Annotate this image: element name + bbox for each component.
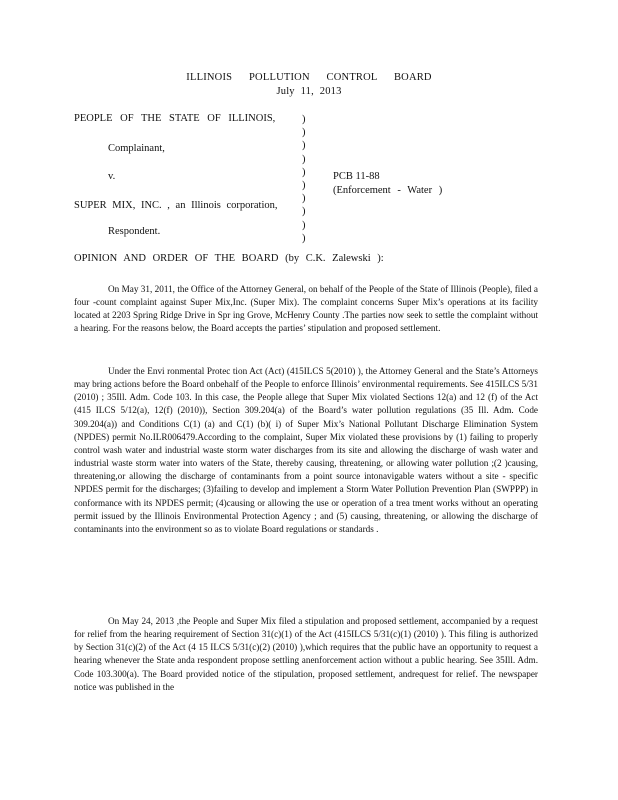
paragraph-2 [74, 365, 538, 536]
caption-paren: ) [302, 140, 306, 152]
opinion-heading: OPINION AND ORDER OF THE BOARD (by C.K. Zalewski ): [74, 253, 384, 264]
paragraph-text: On May 31, 2011, the Office of the Attorney General, on behalf of the People of the State of Illinois (People), filed a four -count complaint against Super Mix,Inc. (Super Mix). The complaint concerns Super Mix’s operations at its facility located at 2203 Spring Ridge Drive in Spr ing Grove, McHenry County .The parties now seek to settle the complaint without a hearing. For the reasons below, the Board accepts the parties’ stipulation and proposed settlement. [74, 284, 538, 334]
caption-paren: ) [302, 219, 306, 231]
defendant-name: SUPER MIX, INC. , an Illinois corporation, [74, 200, 278, 211]
plaintiff-role: Complainant, [108, 143, 165, 154]
versus-label: v. [108, 171, 116, 182]
board-title: ILLINOIS POLLUTION CONTROL BOARD [186, 72, 432, 83]
caption-bracket [302, 113, 306, 245]
plaintiff-name: PEOPLE OF THE STATE OF ILLINOIS, [74, 113, 276, 124]
paragraph-text: Under the Envi ronmental Protec tion Act (Act) (415ILCS 5(2010) ), the Attorney General and the State’s Attorneys may bring actions before the Board onbehalf of the People to enforce Illinois’ environmental requirements. See 415ILCS 5/31 (2010) ; 35Ill. Adm. Code 103. In this case, the People allege that Super Mix violated Sections 12(a) and 12 (f) of the Act (415 ILCS 5/12(a), 12(f) (2010)), Section 309.204(a) of the Board’s water pollution regulations (35 Ill. Adm. Code 309.204(a)) and Conditions C(1) (a) and C(1) (b)( i) of Super Mix’s National Pollutant Discharge Elimination System (NPDES) permit No.ILR006479.According to the complaint, Super Mix violated these provisions by (1) failing to properly control wash water and industrial waste storm water discharges from its site and allowing the discharge of wash water and industrial waste storm water into waters of the State, thereby causing, threatening, or allowing water pollution ;(2 )causing, threatening,or allowing the discharge of contaminants from a point source intonavigable waters without a site - specific NPDES permit for the discharges; (3)failing to develop and implement a Storm Water Pollution Prevention Plan (SWPPP) in conformance with its NPDES permit; (4)causing or allowing the use or operation of a trea tment works without an operating permit issued by the Illinois Environmental Protection Agency ; and (5) causing, threatening, or allowing the discharge of contaminants into the environment so as to violate Board regulations or standards . [74, 366, 538, 534]
caption-paren: ) [302, 180, 306, 192]
caption-paren: ) [302, 232, 306, 244]
caption-paren: ) [302, 127, 306, 139]
paragraph-1 [74, 283, 538, 336]
case-type: (Enforcement - Water ) [333, 185, 443, 196]
caption-paren: ) [302, 166, 306, 178]
defendant-role: Respondent. [108, 226, 161, 237]
opinion-date: July 11, 2013 [276, 86, 342, 97]
case-number: PCB 11-88 [333, 171, 380, 182]
caption-paren: ) [302, 114, 306, 125]
caption-paren: ) [302, 153, 306, 165]
paragraph-3 [74, 615, 538, 694]
paragraph-text: On May 24, 2013 ,the People and Super Mix filed a stipulation and proposed settlement, accompanied by a request for relief from the hearing requirement of Section 31(c)(1) of the Act (415ILCS 5/31(c)(1) (2010) ). This filing is authorized by Section 31(c)(2) of the Act (4 15 ILCS 5/31(c)(2) (2010) ),which requires that the public have an opportunity to request a hearing whenever the State anda respondent propose settling anenforcement action without a public hearing. See 35Ill. Adm. Code 103.300(a). The Board provided notice of the stipulation, proposed settlement, andrequest for relief. The newspaper notice was published in the [74, 616, 538, 692]
caption-paren: ) [302, 193, 306, 205]
case-caption [74, 113, 554, 244]
caption-paren: ) [302, 206, 306, 218]
